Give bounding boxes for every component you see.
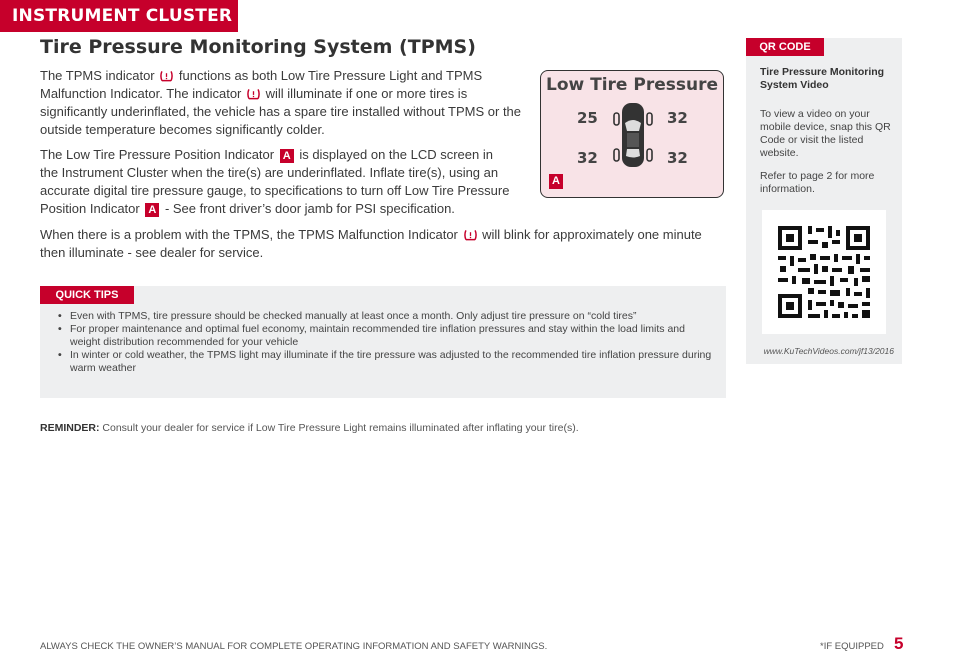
qr-heading: Tire Pressure Monitoring System Video bbox=[760, 66, 885, 91]
page-title: Tire Pressure Monitoring System (TPMS) bbox=[40, 36, 476, 58]
qr-reference: Refer to page 2 for more information. bbox=[760, 170, 875, 195]
lcd-title: Low Tire Pressure bbox=[545, 75, 719, 95]
qr-url-link[interactable]: www.KuTechVideos.com/jf13/2016 bbox=[763, 346, 894, 356]
section-tab: INSTRUMENT CLUSTER bbox=[0, 0, 238, 32]
callout-badge: A bbox=[280, 149, 294, 163]
lcd-callout-badge: A bbox=[549, 174, 563, 189]
malfunction-paragraph: When there is a problem with the TPMS, the TPMS Malfunction Indicator will blink for approximately one minute then illuminate - see dealer for service. bbox=[40, 227, 702, 260]
reminder-note bbox=[40, 422, 579, 434]
qr-instructions: To view a video on your mobile device, snap this QR Code or visit the listed website. bbox=[760, 108, 891, 159]
list-item: • For proper maintenance and optimal fuel economy, maintain recommended tire inflation pressures and stay within the load limits and weight distribution recommended for your vehicle bbox=[58, 323, 718, 349]
quick-tips-list bbox=[58, 310, 718, 375]
if-equipped-note: *IF EQUIPPED bbox=[820, 641, 884, 652]
qr-panel bbox=[746, 38, 902, 364]
intro-paragraph: The TPMS indicator functions as both Low Tire Pressure Light and TPMS Malfunction Indicator. The indicator will illuminate if one or more tires is significantly underinflated, the vehicle has a spare tire installed without TPMS or the outside temperature becomes significantly colder. bbox=[40, 68, 522, 137]
quick-tips-box bbox=[40, 286, 726, 398]
qr-code[interactable] bbox=[762, 210, 886, 334]
tpms-warning-icon bbox=[247, 88, 260, 100]
tpms-warning-icon bbox=[464, 229, 477, 241]
tire-front-left: 25 bbox=[577, 109, 598, 127]
tire-rear-left: 32 bbox=[577, 149, 598, 167]
footer-warning: ALWAYS CHECK THE OWNER’S MANUAL FOR COMPLETE OPERATING INFORMATION AND SAFETY WARNINGS. bbox=[40, 641, 548, 652]
quick-tips-tab: QUICK TIPS bbox=[40, 286, 134, 304]
tire-rear-right: 32 bbox=[667, 149, 688, 167]
tpms-warning-icon bbox=[160, 70, 173, 82]
reminder-label: REMINDER: bbox=[40, 422, 100, 434]
reminder-text: Consult your dealer for service if Low Tire Pressure Light remains illuminated after inflating your tire(s). bbox=[102, 422, 579, 434]
tire-front-right: 32 bbox=[667, 109, 688, 127]
qr-tab: QR CODE bbox=[746, 38, 824, 56]
list-item: • In winter or cold weather, the TPMS light may illuminate if the tire pressure was adjusted to the recommended tire inflation pressure during warm weather bbox=[58, 349, 718, 375]
lcd-display bbox=[540, 70, 724, 198]
position-indicator-paragraph: The Low Tire Pressure Position Indicator A is displayed on the LCD screen in the Instrument Cluster when the tire(s) are underinflated. Inflate tire(s), using an accurate digital tire pressure gauge, to specifications to turn off Low Tire Pressure Position Indicator A - See front driver’s door jamb for PSI specification. bbox=[40, 147, 510, 216]
page-number: 5 bbox=[894, 634, 904, 653]
qr-code-icon bbox=[762, 210, 886, 334]
list-item: • Even with TPMS, tire pressure should be checked manually at least once a month. Only adjust tire pressure on “cold tires” bbox=[58, 310, 718, 323]
callout-badge: A bbox=[145, 203, 159, 217]
car-top-view-icon bbox=[613, 101, 653, 169]
